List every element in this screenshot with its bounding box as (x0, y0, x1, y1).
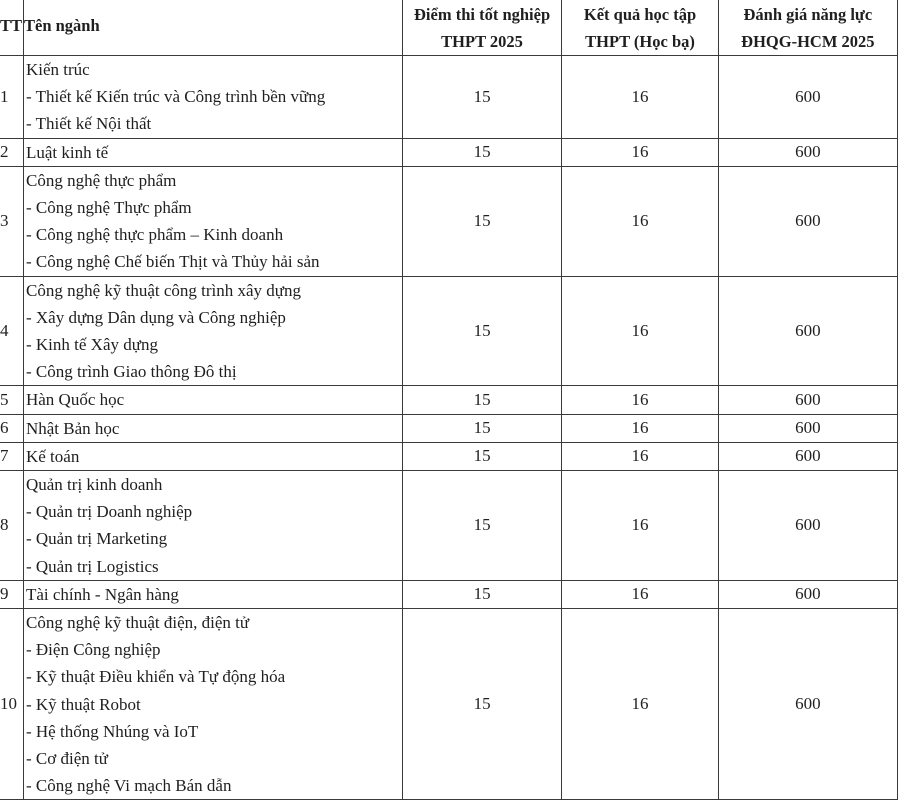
row-number: 9 (0, 580, 23, 608)
major-name: Công nghệ thực phẩm (25, 170, 177, 190)
competency-score: 600 (718, 56, 897, 139)
table-row (0, 386, 898, 414)
major-name-cell (23, 166, 402, 276)
header-tt: TT (0, 0, 23, 56)
row-number: 7 (0, 442, 23, 470)
specialization-name: - Quản trị Marketing (25, 529, 168, 549)
transcript-score: 16 (562, 580, 718, 608)
thpt-exam-score: 15 (402, 56, 562, 139)
thpt-exam-score: 15 (402, 609, 562, 800)
thpt-exam-score: 15 (402, 166, 562, 276)
competency-score: 600 (718, 580, 897, 608)
major-name: Công nghệ kỹ thuật điện, điện tử (25, 613, 250, 633)
specialization-name: - Công trình Giao thông Đô thị (25, 362, 237, 382)
specialization-name: - Quản trị Doanh nghiệp (25, 502, 193, 522)
thpt-exam-score: 15 (402, 471, 562, 581)
transcript-score: 16 (562, 56, 718, 139)
specialization-name: - Hệ thống Nhúng và IoT (25, 721, 199, 741)
competency-score: 600 (718, 386, 897, 414)
major-name-cell (23, 138, 402, 166)
major-name-cell (23, 56, 402, 139)
table-row (0, 471, 898, 581)
row-number: 8 (0, 471, 23, 581)
row-number: 2 (0, 138, 23, 166)
specialization-name: - Kỹ thuật Robot (25, 694, 141, 714)
major-name-cell (23, 609, 402, 800)
competency-score: 600 (718, 442, 897, 470)
thpt-exam-score: 15 (402, 580, 562, 608)
thpt-exam-score: 15 (402, 414, 562, 442)
major-name: Quản trị kinh doanh (25, 475, 163, 495)
major-name-cell (23, 442, 402, 470)
table-row (0, 56, 898, 139)
header-competency-exam: Đánh giá năng lực ĐHQG-HCM 2025 (718, 0, 897, 56)
row-number: 1 (0, 56, 23, 139)
transcript-score: 16 (562, 166, 718, 276)
competency-score: 600 (718, 276, 897, 386)
transcript-score: 16 (562, 138, 718, 166)
row-number: 3 (0, 166, 23, 276)
thpt-exam-score: 15 (402, 276, 562, 386)
row-number: 6 (0, 414, 23, 442)
specialization-name: - Cơ điện tử (25, 749, 108, 769)
specialization-name: - Xây dựng Dân dụng và Công nghiệp (25, 307, 286, 327)
table-row (0, 609, 898, 800)
row-number: 5 (0, 386, 23, 414)
table-header-row (0, 0, 898, 56)
competency-score: 600 (718, 609, 897, 800)
transcript-score: 16 (562, 276, 718, 386)
major-name: Tài chính - Ngân hàng (25, 584, 179, 604)
major-name: Công nghệ kỹ thuật công trình xây dựng (25, 280, 302, 300)
major-name-cell (23, 386, 402, 414)
major-name: Nhật Bản học (25, 418, 120, 438)
major-name: Kế toán (25, 446, 80, 466)
specialization-name: - Công nghệ Thực phẩm (25, 198, 192, 218)
row-number: 10 (0, 609, 23, 800)
competency-score: 600 (718, 138, 897, 166)
table-row (0, 580, 898, 608)
specialization-name: - Thiết kế Nội thất (25, 114, 152, 134)
transcript-score: 16 (562, 442, 718, 470)
major-name-cell (23, 276, 402, 386)
specialization-name: - Công nghệ thực phẩm – Kinh doanh (25, 225, 284, 245)
table-row (0, 276, 898, 386)
header-thpt-exam: Điểm thi tốt nghiệp THPT 2025 (402, 0, 562, 56)
competency-score: 600 (718, 414, 897, 442)
thpt-exam-score: 15 (402, 386, 562, 414)
transcript-score: 16 (562, 414, 718, 442)
table-row (0, 442, 898, 470)
competency-score: 600 (718, 471, 897, 581)
table-row (0, 138, 898, 166)
table-row (0, 166, 898, 276)
header-transcript: Kết quả học tập THPT (Học bạ) (562, 0, 718, 56)
specialization-name: - Kinh tế Xây dựng (25, 335, 158, 355)
competency-score: 600 (718, 166, 897, 276)
major-name-cell (23, 471, 402, 581)
thpt-exam-score: 15 (402, 442, 562, 470)
transcript-score: 16 (562, 609, 718, 800)
major-name: Kiến trúc (25, 60, 90, 79)
major-name: Luật kinh tế (25, 142, 109, 162)
major-name-cell (23, 580, 402, 608)
table-body (0, 56, 898, 800)
specialization-name: - Quản trị Logistics (25, 556, 159, 576)
thpt-exam-score: 15 (402, 138, 562, 166)
header-major-name: Tên ngành (23, 0, 402, 56)
transcript-score: 16 (562, 471, 718, 581)
specialization-name: - Thiết kế Kiến trúc và Công trình bền vững (25, 87, 326, 107)
specialization-name: - Kỹ thuật Điều khiển và Tự động hóa (25, 667, 286, 687)
table-row (0, 414, 898, 442)
specialization-name: - Công nghệ Vi mạch Bán dẫn (25, 776, 232, 796)
major-name-cell (23, 414, 402, 442)
transcript-score: 16 (562, 386, 718, 414)
specialization-name: - Điện Công nghiệp (25, 640, 161, 660)
specialization-name: - Công nghệ Chế biến Thịt và Thủy hải sản (25, 252, 320, 272)
major-name: Hàn Quốc học (25, 390, 125, 410)
row-number: 4 (0, 276, 23, 386)
